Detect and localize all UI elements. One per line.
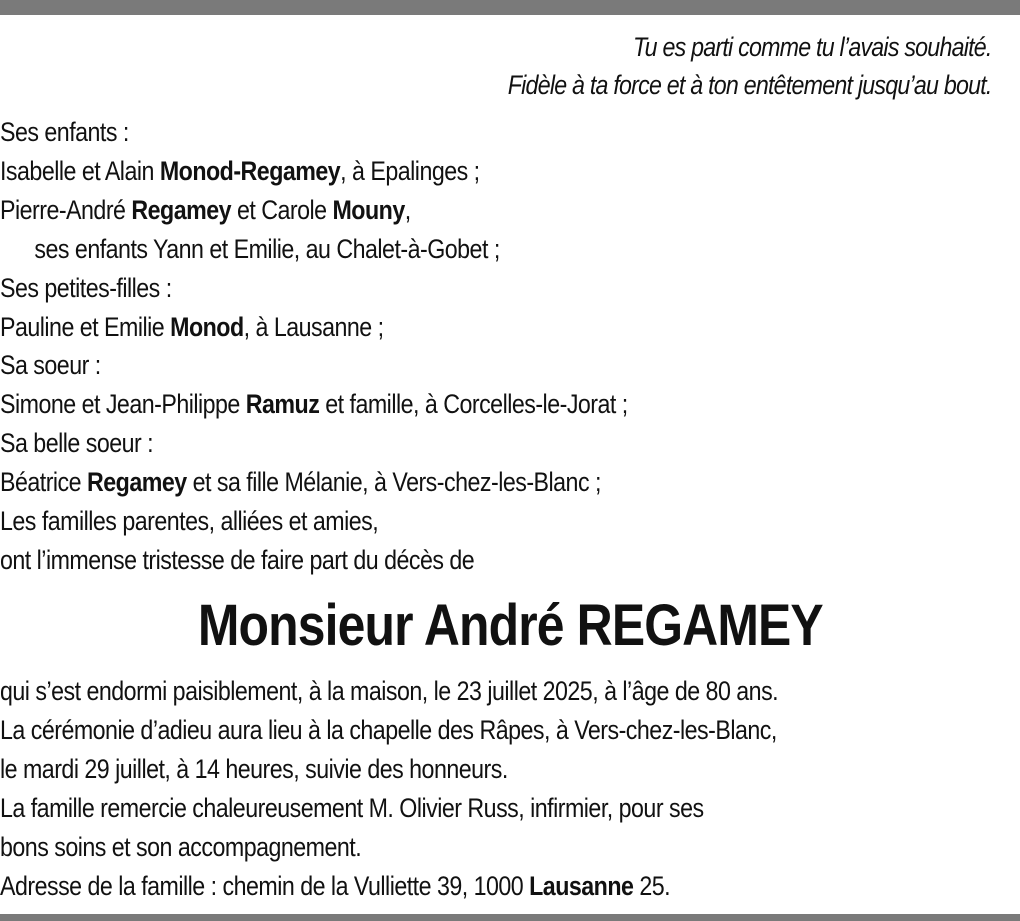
details-line-3: le mardi 29 juillet, à 14 heures, suivie des honneurs. (0, 753, 508, 784)
granddaughters-first-names: Pauline et Emilie (0, 311, 171, 342)
sister-entry (0, 385, 628, 424)
details-line-5: bons soins et son accompagnement. (0, 831, 362, 862)
sister-in-law-entry (0, 463, 628, 502)
child-2-partner-surname: Mouny (332, 194, 405, 225)
child-2-kids: ses enfants Yann et Emilie, au Chalet-à-Gobet ; (34, 233, 500, 264)
sister-in-law-surname: Regamey (86, 467, 187, 498)
relatives-line: Les familles parentes, alliées et amies, (0, 506, 379, 537)
granddaughters-surname: Monod (170, 311, 244, 342)
sister-in-law-first-name: Béatrice (0, 467, 87, 498)
family-address (0, 867, 778, 906)
sister-surname: Ramuz (245, 389, 320, 420)
child-1-first-names: Isabelle et Alain (0, 155, 160, 186)
details-line-2: La cérémonie d’adieu aura lieu à la chapelle des Râpes, à Vers-chez-les-Blanc, (0, 714, 777, 745)
details-line-4: La famille remercie chaleureusement M. Olivier Russ, infirmier, pour ses (0, 792, 704, 823)
child-2-partner-first-name: et Carole (231, 194, 333, 225)
sister-in-law-place: et sa fille Mélanie, à Vers-chez-les-Blanc ; (186, 467, 601, 498)
epigraph (508, 28, 992, 104)
deceased-name: Monsieur André REGAMEY (197, 593, 823, 658)
sister-heading: Sa soeur : (0, 350, 101, 381)
child-1-place: , à Epalinges ; (340, 155, 480, 186)
child-1-entry (0, 152, 628, 191)
address-street: Adresse de la famille : chemin de la Vulliette 39, 1000 (0, 870, 530, 901)
address-city: Lausanne (529, 870, 634, 901)
deceased-name-heading (0, 590, 1020, 662)
top-rule (0, 0, 1020, 15)
child-2-entry (0, 191, 628, 230)
children-heading: Ses enfants : (0, 117, 129, 147)
epigraph-line-1: Tu es parti comme tu l’avais souhaité. (633, 32, 992, 62)
sister-in-law-heading: Sa belle soeur : (0, 428, 154, 459)
details-block (0, 672, 778, 905)
epigraph-line-2: Fidèle à ta force et à ton entêtement jusqu’au bout. (508, 70, 992, 100)
family-list (0, 113, 628, 580)
child-2-first-name: Pierre-André (0, 194, 132, 225)
child-1-surname: Monod-Regamey (159, 155, 341, 186)
granddaughters-entry (0, 308, 628, 347)
announcement-line: ont l’immense tristesse de faire part du décès de (0, 544, 475, 575)
sister-place: et famille, à Corcelles-le-Jorat ; (319, 389, 628, 420)
address-suffix: 25. (633, 870, 671, 901)
child-2-comma: , (404, 194, 411, 225)
granddaughters-place: , à Lausanne ; (243, 311, 384, 342)
granddaughters-heading: Ses petites-filles : (0, 272, 172, 303)
sister-first-names: Simone et Jean-Philippe (0, 389, 246, 420)
details-line-1: qui s’est endormi paisiblement, à la maison, le 23 juillet 2025, à l’âge de 80 ans. (0, 676, 779, 706)
child-2-surname: Regamey (131, 194, 232, 225)
bottom-rule (0, 914, 1020, 921)
